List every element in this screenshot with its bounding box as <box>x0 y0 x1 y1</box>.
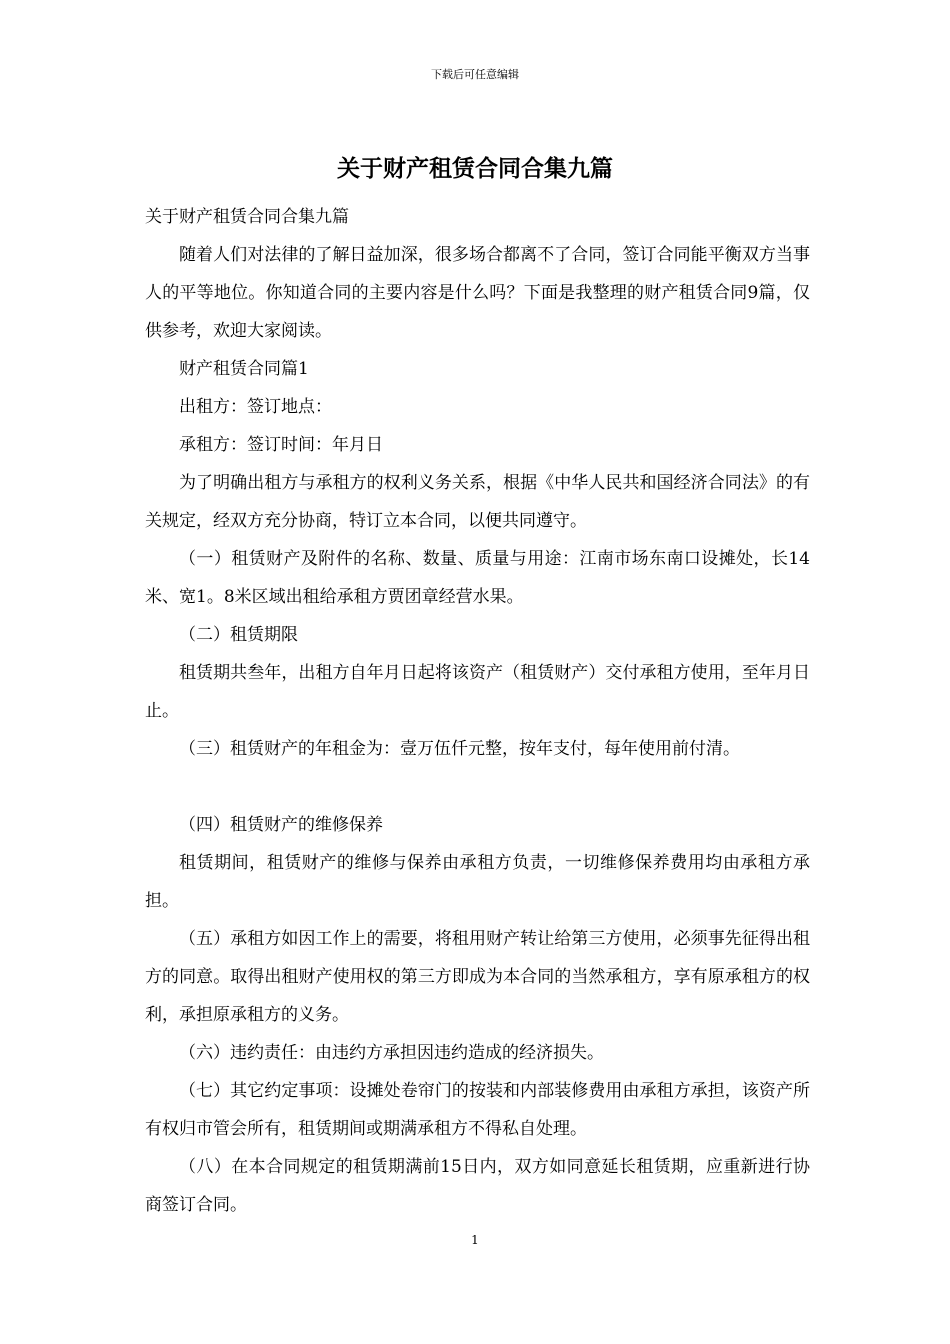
intro-paragraph: 随着人们对法律的了解日益加深，很多场合都离不了合同，签订合同能平衡双方当事人的平等地位。你知道合同的主要内容是什么吗？下面是我整理的财产租赁合同9篇，仅供参考，欢迎大家阅读。 <box>145 245 810 341</box>
preamble-paragraph: 为了明确出租方与承租方的权利义务关系，根据《中华人民共和国经济合同法》的有关规定，经双方充分协商，特订立本合同，以便共同遵守。 <box>145 473 810 531</box>
document-title: 关于财产租赁合同合集九篇 <box>337 156 613 182</box>
subtitle-line: 关于财产租赁合同合集九篇 <box>145 207 349 227</box>
page-header: 下载后可任意编辑 <box>431 68 519 81</box>
clause-7: （七）其它约定事项：设摊处卷帘门的按装和内部装修费用由承租方承担，该资产所有权归市管会所有，租赁期间或期满承租方不得私自处理。 <box>145 1081 810 1139</box>
clause-3: （三）租赁财产的年租金为：壹万伍仟元整，按年支付，每年使用前付清。 <box>179 739 740 759</box>
clause-2-body: 租赁期共叁年，出租方自年月日起将该资产（租赁财产）交付承租方使用，至年月日止。 <box>145 663 810 721</box>
blank-line <box>145 768 810 806</box>
page-number: 1 <box>471 1233 479 1247</box>
clause-5: （五）承租方如因工作上的需要，将租用财产转让给第三方使用，必须事先征得出租方的同意。取得出租财产使用权的第三方即成为本合同的当然承租方，享有原承租方的权利，承担原承租方的义务。 <box>145 929 810 1025</box>
clause-2-heading: （二）租赁期限 <box>179 625 298 645</box>
clause-4-body: 租赁期间，租赁财产的维修与保养由承租方负责，一切维修保养费用均由承租方承担。 <box>145 853 810 911</box>
clause-6: （六）违约责任：由违约方承担因违约造成的经济损失。 <box>179 1043 604 1063</box>
clause-4-heading: （四）租赁财产的维修保养 <box>179 815 383 835</box>
section-heading: 财产租赁合同篇1 <box>179 359 309 379</box>
lessee-line: 承租方：签订时间：年月日 <box>179 435 383 455</box>
lessor-line: 出租方：签订地点： <box>179 397 332 417</box>
document-body <box>145 198 810 1224</box>
clause-8: （八）在本合同规定的租赁期满前15日内，双方如同意延长租赁期，应重新进行协商签订合同。 <box>145 1157 810 1215</box>
clause-1: （一）租赁财产及附件的名称、数量、质量与用途：江南市场东南口设摊处，长14米、宽1。8米区域出租给承租方贾团章经营水果。 <box>145 549 810 607</box>
